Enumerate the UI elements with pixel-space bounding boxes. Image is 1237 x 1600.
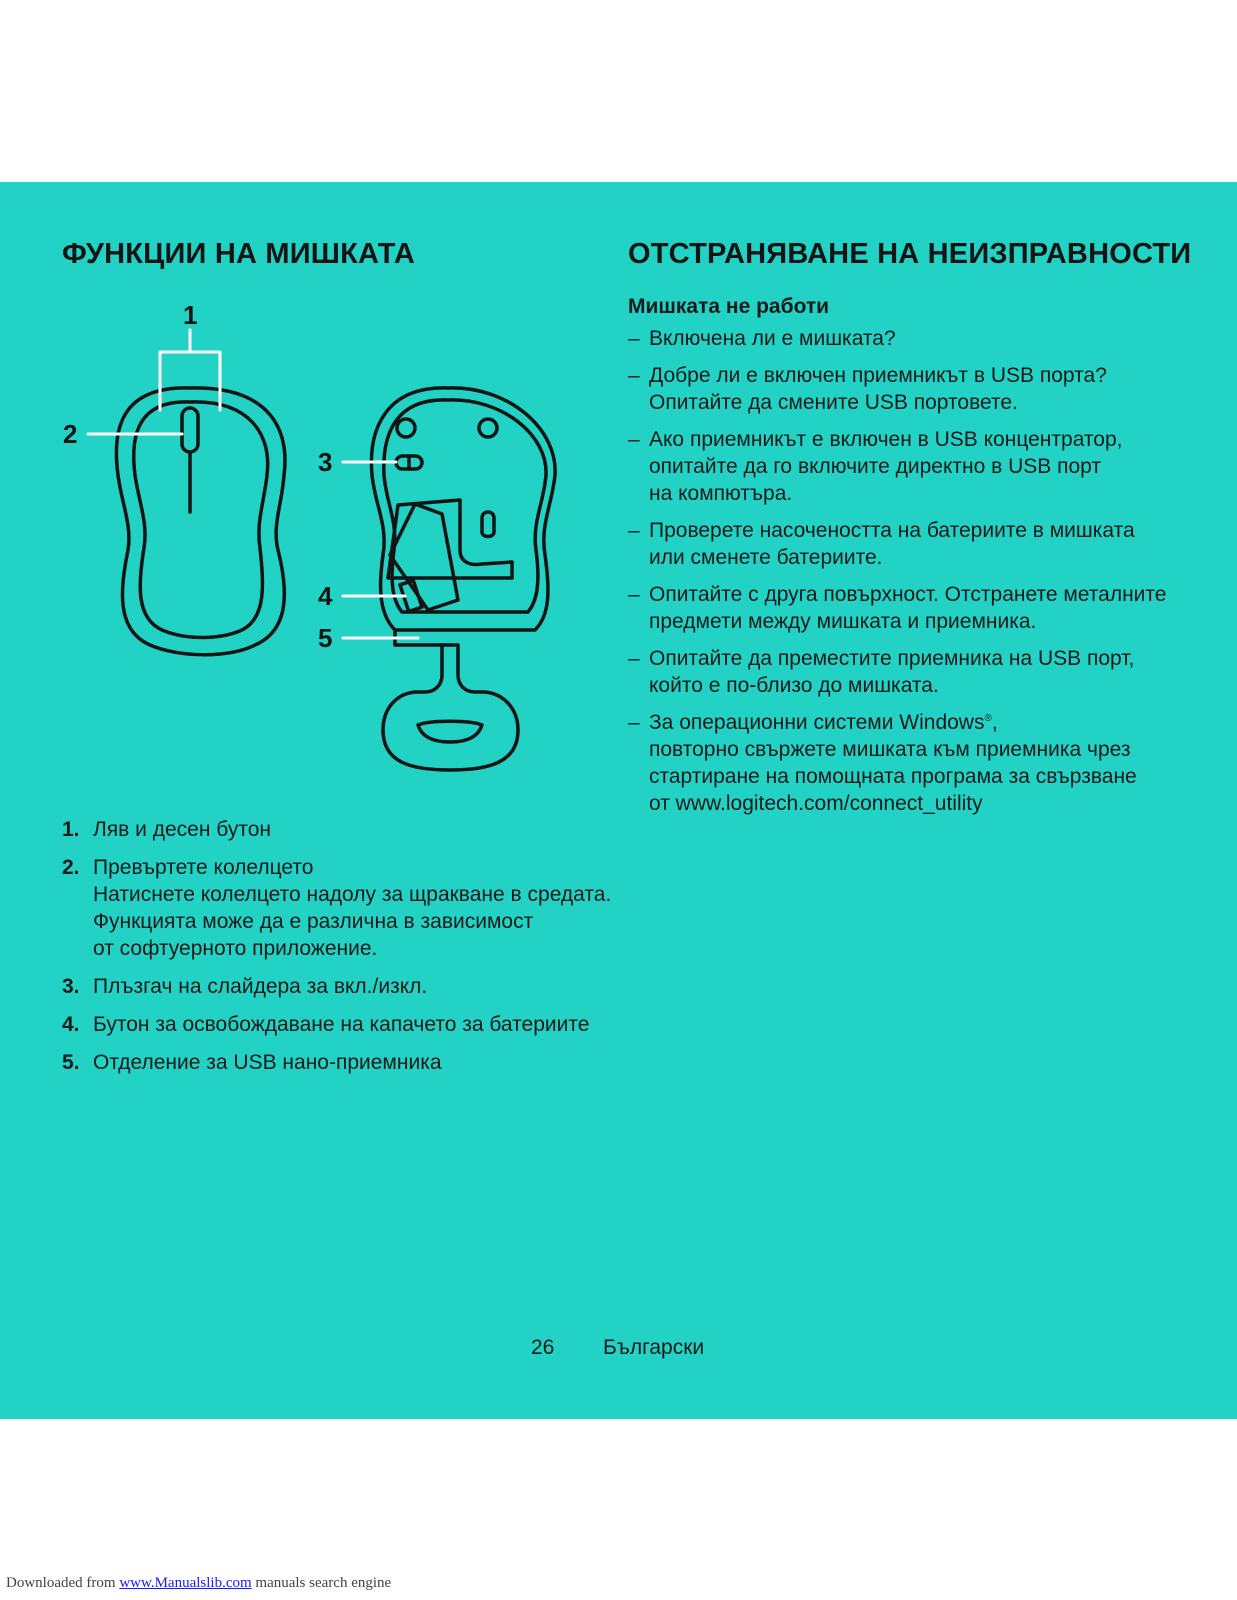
page-number: 26 (531, 1336, 555, 1359)
troubleshooting-title: ОТСТРАНЯВАНЕ НА НЕИЗПРАВНОСТИ (628, 238, 1192, 270)
registered-mark: ® (984, 713, 992, 724)
callout-5: 5 (318, 623, 333, 653)
feature-list (62, 816, 622, 1087)
scroll-wheel (182, 408, 198, 452)
troubleshooting-item: – Добре ли е включен приемникът в USB порта? Опитайте да смените USB портовете. (628, 364, 1107, 414)
feature-item: 2. Превъртете колелцето Натиснете колелцето надолу за щракване в средата. Функцията може да е различна в зависимост от софтуерното приложение. (62, 856, 612, 960)
feature-item: 5. Отделение за USB нано-приемника (62, 1051, 442, 1074)
troubleshooting-item: – Включена ли е мишката? (628, 327, 896, 350)
callout-3: 3 (318, 447, 333, 477)
manualslib-link[interactable]: www.Manualslib.com (119, 1575, 252, 1591)
mouse-features-title: ФУНКЦИИ НА МИШКАТА (62, 238, 415, 270)
feature-item: 1. Ляв и десен бутон (62, 818, 271, 841)
receiver-compartment (383, 630, 518, 770)
page-language: Български (603, 1336, 705, 1359)
troubleshooting-item: – Опитайте да преместите приемника на USB порт, който е по-близо до мишката. (628, 647, 1135, 697)
troubleshooting-item: – За операционни системи Windows®, повторно свържете мишката към приемника чрез стартиране на помощната програма за свързване от www.logitech.com/connect_utility (628, 711, 1137, 815)
troubleshooting-item: – Опитайте с друга повърхност. Отстранете металните предмети между мишката и приемника. (628, 583, 1167, 633)
troubleshooting-list (628, 325, 1188, 827)
download-watermark: Downloaded from www.Manualslib.com manuals search engine (6, 1575, 392, 1591)
mouse-top-inner (134, 402, 268, 638)
feature-item: 4. Бутон за освобождаване на капачето за батериите (62, 1013, 590, 1036)
callout-2: 2 (63, 419, 78, 449)
mouse-diagram (50, 300, 570, 800)
troubleshooting-item: – Проверете насочеността на батериите в мишката или сменете батериите. (628, 519, 1135, 569)
callout-4: 4 (318, 581, 333, 611)
troubleshooting-subtitle: Мишката не работи (628, 295, 830, 318)
feature-item: 3. Плъзгач на слайдера за вкл./изкл. (62, 975, 428, 998)
troubleshooting-item: – Ако приемникът е включен в USB концентратор, опитайте да го включите директно в USB порт на компютъра. (628, 428, 1123, 505)
callout-1: 1 (183, 300, 198, 330)
